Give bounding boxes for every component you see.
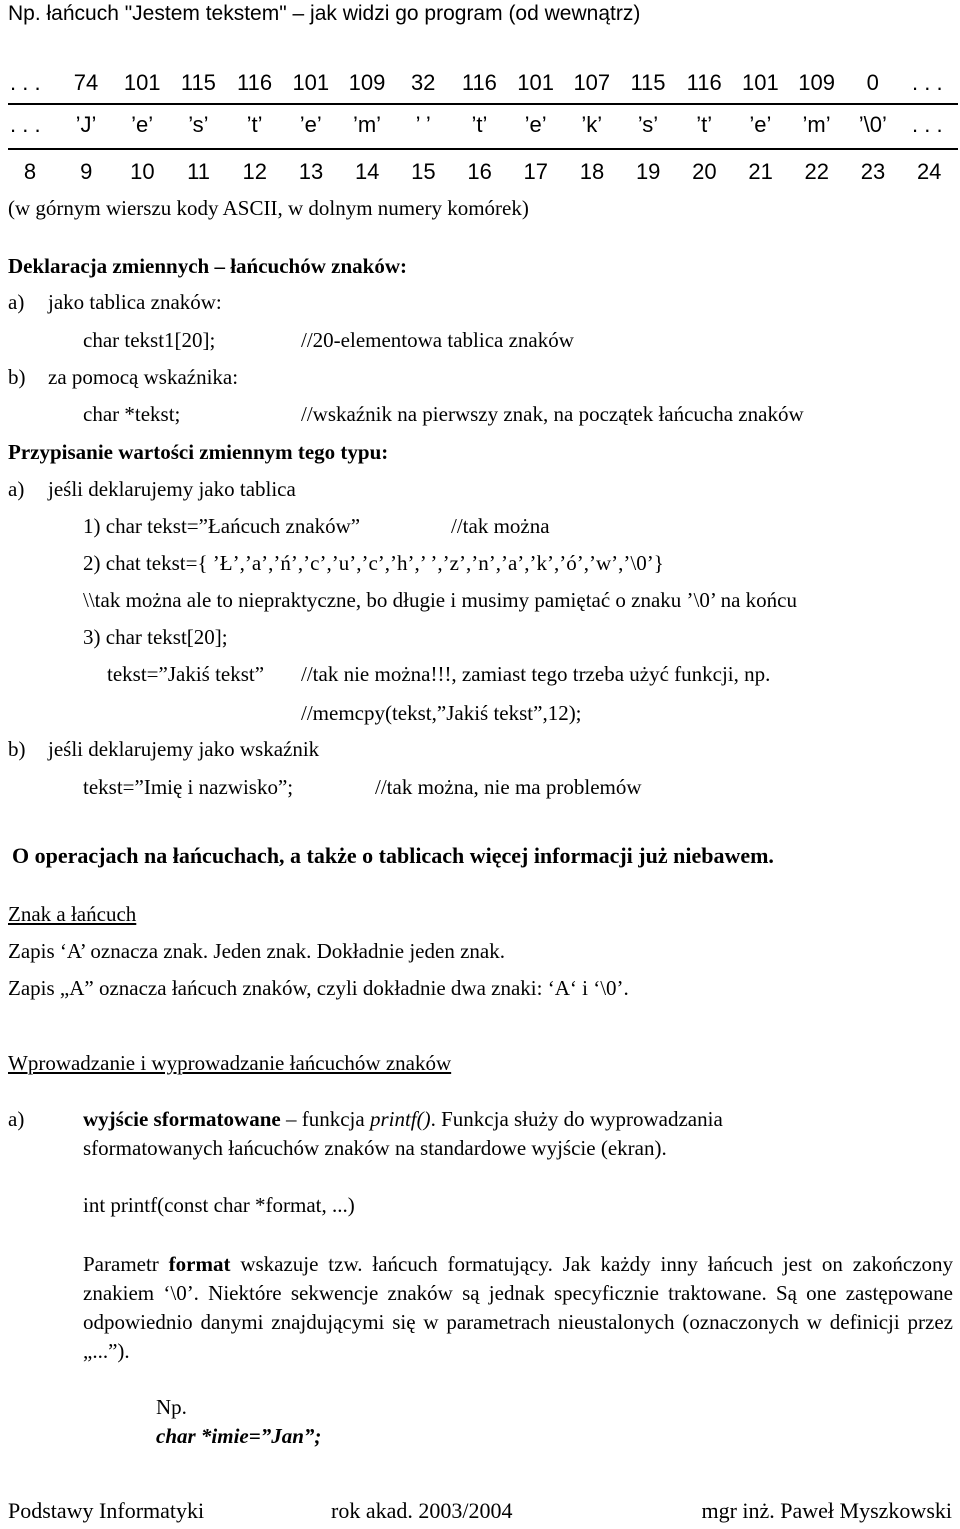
char-cell: ’\0’ <box>858 112 887 137</box>
declaration-a-code: char tekst1[20]; <box>83 328 216 352</box>
ascii-code-cell: 101 <box>123 70 161 95</box>
io-a-label: a) <box>8 1107 25 1131</box>
cell-number: 20 <box>692 159 717 184</box>
assignment-line3: \\tak można ale to niepraktyczne, bo długie i musimy pamiętać o znaku ’\0’ na końcu <box>83 588 797 612</box>
declaration-b-text: za pomocą wskaźnika: <box>48 365 239 389</box>
cell-number: 14 <box>354 159 380 184</box>
ascii-code-cell: 74 <box>73 70 99 95</box>
assignment-a-label: a) <box>8 477 25 501</box>
cell-number: 15 <box>411 159 436 184</box>
declaration-a-label: a) <box>8 290 25 314</box>
assignment-b-comment: //tak można, nie ma problemów <box>375 775 642 799</box>
footer-left: Podstawy Informatyki <box>8 1498 205 1523</box>
ellipsis-right-chars: . . . <box>912 112 943 137</box>
char-cell: ’ ’ <box>415 112 431 137</box>
ascii-code-cell: 0 <box>866 70 879 95</box>
declaration-a-comment: //20-elementowa tablica znaków <box>301 328 574 352</box>
ascii-code-cell: 116 <box>461 70 497 95</box>
assignment-line5-code: tekst=”Jakiś tekst” <box>107 662 265 686</box>
ellipsis-right: . . . <box>912 70 943 95</box>
assignment-line2: 2) chat tekst={ ’Ł’,’a’,’ń’,’c’,’u’,’c’,’h’,’ ’,’z’,’n’,’a’,’k’,’ó’,’w’,’\0’} <box>83 551 664 575</box>
cell-number: 12 <box>242 159 268 184</box>
declaration-b-label: b) <box>8 365 26 389</box>
io-a-line1 <box>83 1107 723 1132</box>
example-code: char *imie=”Jan”; <box>156 1424 322 1448</box>
declaration-b-comment: //wskaźnik na pierwszy znak, na początek łańcucha znaków <box>301 402 804 426</box>
ascii-code-cell: 107 <box>573 70 611 95</box>
notice-text: O operacjach na łańcuchach, a także o tablicach więcej informacji już niebawem. <box>12 843 774 868</box>
page-heading: Np. łańcuch "Jestem tekstem" – jak widzi go program (od wewnątrz) <box>8 2 641 25</box>
param-bold: format <box>168 1252 231 1276</box>
ascii-code-cell: 116 <box>237 70 273 95</box>
char-cell: ’m’ <box>352 112 382 137</box>
cell-number: 17 <box>523 159 549 184</box>
char-cell: ’s’ <box>637 112 659 137</box>
example-label: Np. <box>156 1395 187 1419</box>
param-rest: wskazuje tzw. łańcuch formatujący. Jak każdy inny łańcuch jest on zakończony znakiem ‘\0’. Niektóre sekwencje znaków są jednak specyficznie traktowane. Są one zastępowane odpowiednio danymi znajdującymi się w parametrach nieustalonych (oznaczonych w definicji przez „...”). <box>83 1252 953 1363</box>
cell-number: 8 <box>23 159 37 184</box>
ascii-code-cell: 115 <box>180 70 216 95</box>
cell-number: 24 <box>916 159 942 184</box>
io-title: Wprowadzanie i wyprowadzanie łańcuchów znaków <box>8 1051 452 1075</box>
char-cell: ’s’ <box>188 112 209 137</box>
char-cell: ’k’ <box>581 112 603 137</box>
cell-number: 11 <box>187 159 211 184</box>
char-cell: ’e’ <box>299 112 322 137</box>
assignment-line1-comment: //tak można <box>451 514 550 538</box>
assignment-a-text: jeśli deklarujemy jako tablica <box>48 477 296 501</box>
ascii-code-cell: 101 <box>742 70 779 95</box>
cell-number: 16 <box>467 159 492 184</box>
char-cell: ’t’ <box>246 112 263 137</box>
ascii-code-cell: 109 <box>798 70 835 95</box>
cell-number: 22 <box>804 159 830 184</box>
declaration-b-code: char *tekst; <box>83 402 181 426</box>
param-paragraph <box>83 1250 953 1366</box>
ellipsis-left: . . . <box>10 70 41 95</box>
ascii-code-cell: 116 <box>686 70 722 95</box>
char-cell: ’t’ <box>696 112 713 137</box>
ascii-code-cell: 115 <box>630 70 666 95</box>
char-vs-string-line2: Zapis „A” oznacza łańcuch znaków, czyli dokładnie dwa znaki: ‘A‘ i ‘\0’. <box>8 976 629 1000</box>
ellipsis-left-chars: . . . <box>10 112 41 137</box>
declaration-title: Deklaracja zmiennych – łańcuchów znaków: <box>8 254 407 278</box>
io-a-line2: sformatowanych łańcuchów znaków na standardowe wyjście (ekran). <box>83 1136 667 1160</box>
char-cell: ’e’ <box>749 112 772 137</box>
char-cell: ’m’ <box>802 112 831 137</box>
ascii-code-cell: 109 <box>348 70 386 95</box>
ascii-code-cell: 101 <box>292 70 330 95</box>
declaration-a-text: jako tablica znaków: <box>48 290 222 314</box>
table-caption: (w górnym wierszu kody ASCII, w dolnym numery komórek) <box>8 196 529 220</box>
cell-number: 21 <box>748 159 773 184</box>
char-vs-string-line1: Zapis ‘A’ oznacza znak. Jeden znak. Dokładnie jeden znak. <box>8 939 505 963</box>
cell-number: 13 <box>298 159 324 184</box>
assignment-b-text: jeśli deklarujemy jako wskaźnik <box>48 737 320 761</box>
cell-number: 10 <box>130 159 155 184</box>
assignment-b-label: b) <box>8 737 26 761</box>
char-cell: ’e’ <box>524 112 547 137</box>
io-a-dash: – funkcja <box>280 1107 370 1131</box>
param-pre: Parametr <box>83 1252 169 1276</box>
assignment-b-code: tekst=”Imię i nazwisko”; <box>83 775 294 799</box>
assignment-line4: 3) char tekst[20]; <box>83 625 228 649</box>
cell-number: 19 <box>635 159 661 184</box>
char-cell: ’t’ <box>471 112 488 137</box>
char-cell: ’e’ <box>131 112 154 137</box>
char-vs-string-title: Znak a łańcuch <box>8 902 137 926</box>
ascii-code-cell: 32 <box>410 70 436 95</box>
assignment-line5-comment: //tak nie można!!!, zamiast tego trzeba użyć funkcji, np. <box>301 662 771 686</box>
io-a-rest: . Funkcja służy do wyprowadzania <box>430 1107 723 1131</box>
io-a-bold: wyjście sformatowane <box>83 1107 281 1131</box>
footer-right: mgr inż. Paweł Myszkowski <box>701 1498 952 1523</box>
cell-number: 18 <box>579 159 605 184</box>
assignment-line1-code: 1) char tekst=”Łańcuch znaków” <box>83 514 361 538</box>
ascii-code-cell: 101 <box>517 70 554 95</box>
assignment-line6: //memcpy(tekst,”Jakiś tekst”,12); <box>301 701 582 725</box>
assignment-title: Przypisanie wartości zmiennym tego typu: <box>8 440 389 464</box>
footer-center: rok akad. 2003/2004 <box>331 1498 513 1523</box>
cell-number: 23 <box>860 159 886 184</box>
io-a-func: printf() <box>369 1107 431 1131</box>
char-cell: ’J’ <box>75 112 97 137</box>
printf-signature: int printf(const char *format, ...) <box>83 1193 355 1217</box>
cell-number: 9 <box>80 159 93 184</box>
